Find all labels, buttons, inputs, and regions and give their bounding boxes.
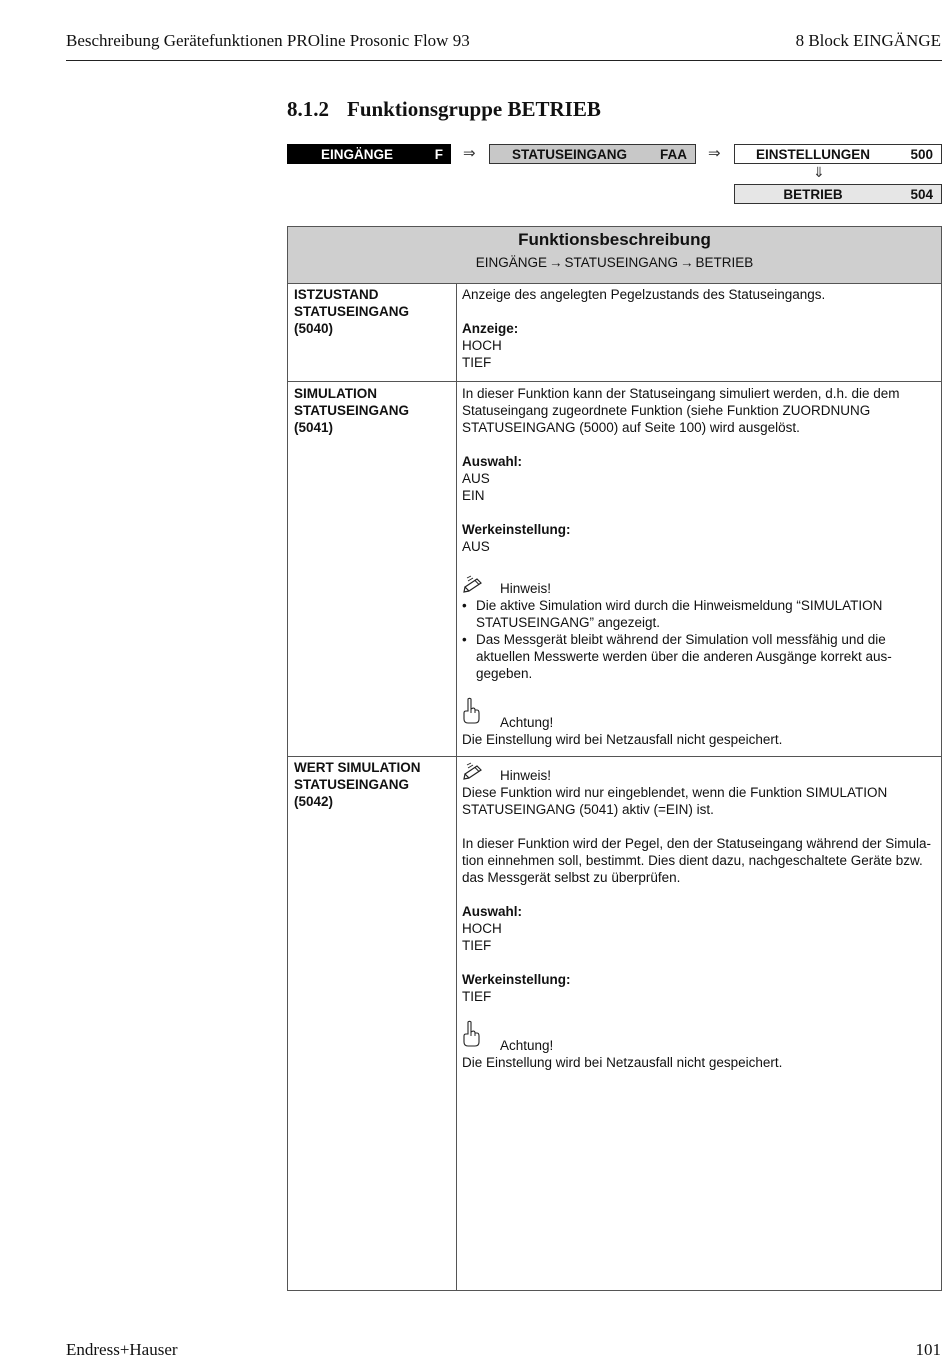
table-header: [288, 227, 941, 284]
nav-block-code: F: [434, 146, 443, 162]
function-name-5042: [294, 759, 454, 810]
warning-label: Achtung!: [500, 715, 554, 730]
running-header-title: Beschreibung Gerätefunktionen PROline Prosonic Flow 93: [66, 31, 470, 50]
nav-group-statuseingang: [489, 144, 696, 164]
choice-option: AUS: [462, 471, 490, 486]
default-value: TIEF: [462, 989, 492, 1004]
choice-option: HOCH: [462, 921, 502, 936]
default-label: Werkeinstellung:: [462, 972, 571, 987]
path-item: EINGÄNGE: [475, 255, 547, 270]
default-label: Werkeinstellung:: [462, 522, 571, 537]
arrow-right-icon: ⇒: [708, 145, 721, 162]
note-text: Diese Funktion wird nur eingeblendet, wenn die Funktion SIMULATION: [462, 785, 888, 800]
pointing-hand-icon: [462, 697, 480, 729]
nav-block-label: EINGÄNGE: [320, 146, 393, 162]
choice-label: Auswahl:: [462, 904, 523, 919]
function-name-line: STATUSEINGANG: [294, 777, 410, 792]
default-value: AUS: [462, 539, 490, 554]
table-path: [288, 255, 941, 270]
running-header-chapter: 8 Block EINGÄNGE: [795, 31, 941, 50]
note-label: Hinweis!: [500, 768, 552, 783]
note-block: [462, 762, 932, 784]
description-text: STATUSEINGANG (5000) auf Seite 100) wird ausgelöst.: [462, 420, 800, 435]
function-name-line: ISTZUSTAND: [294, 287, 379, 302]
pencil-note-icon: [462, 762, 486, 784]
description-text: tion einnehmen soll, bestimmt. Dies dient dazu, nachgeschaltete Geräte bzw.: [462, 853, 923, 868]
warning-block: [462, 699, 932, 731]
choice-option: EIN: [462, 488, 485, 503]
row-divider: [288, 381, 941, 382]
warning-label: Achtung!: [500, 1038, 554, 1053]
description-text: Anzeige des angelegten Pegelzustands des Statuseingangs.: [462, 287, 826, 302]
function-table: [287, 226, 942, 1291]
bullet-line: Die aktive Simulation wird durch die Hinweismeldung “SIMULATION: [476, 598, 883, 613]
nav-operation-label: BETRIEB: [783, 186, 843, 202]
description-text: In dieser Funktion wird der Pegel, den der Statuseingang während der Simula-: [462, 836, 932, 851]
nav-operation-code: 504: [910, 186, 933, 202]
function-code: (5041): [294, 420, 334, 435]
nav-block-eingaenge: [287, 144, 451, 164]
function-name-5040: [294, 286, 454, 337]
section-title: Funktionsgruppe BETRIEB: [347, 97, 601, 121]
description-text: In dieser Funktion kann der Statuseingang simuliert werden, d.h. die dem: [462, 386, 900, 401]
path-arrow-icon: →: [548, 255, 563, 270]
nav-operation: [734, 184, 942, 204]
warning-text: Die Einstellung wird bei Netzausfall nicht gespeichert.: [462, 732, 783, 747]
warning-text: Die Einstellung wird bei Netzausfall nicht gespeichert.: [462, 1055, 783, 1070]
warning-block: [462, 1022, 932, 1054]
path-item: STATUSEINGANG: [564, 255, 678, 270]
function-name-line: STATUSEINGANG: [294, 304, 410, 319]
function-name-line: SIMULATION: [294, 386, 377, 401]
display-value: HOCH: [462, 338, 502, 353]
function-description-5041: [462, 385, 932, 748]
row-divider: [288, 756, 941, 757]
choice-label: Auswahl:: [462, 454, 523, 469]
note-label: Hinweis!: [500, 581, 552, 596]
function-description-5040: [462, 286, 932, 371]
bullet-line: Das Messgerät bleibt während der Simulation voll messfähig und die: [476, 632, 886, 647]
function-name-line: WERT SIMULATION: [294, 760, 421, 775]
bullet-line: gegeben.: [476, 666, 533, 681]
footer-brand: Endress+Hauser: [66, 1340, 178, 1359]
column-divider: [456, 283, 457, 1290]
choice-option: TIEF: [462, 938, 492, 953]
function-code: (5040): [294, 321, 334, 336]
arrow-right-icon: ⇒: [463, 145, 476, 162]
section-heading: [287, 97, 601, 122]
pointing-hand-icon: [462, 1020, 480, 1052]
arrow-down-icon: ⇓: [813, 164, 825, 180]
bullet-line: STATUSEINGANG” angezeigt.: [476, 615, 661, 630]
note-list: [462, 597, 932, 682]
list-item: [462, 597, 932, 631]
list-item: [462, 631, 932, 682]
description-text: das Messgerät selbst zu überprüfen.: [462, 870, 681, 885]
note-block: [462, 575, 932, 597]
display-value: TIEF: [462, 355, 492, 370]
table-title: Funktionsbeschreibung: [518, 230, 711, 249]
nav-group-code: FAA: [660, 146, 687, 162]
section-number: 8.1.2: [287, 97, 329, 121]
function-name-5041: [294, 385, 454, 436]
path-arrow-icon: →: [680, 255, 694, 270]
nav-group-label: STATUSEINGANG: [511, 146, 627, 162]
nav-settings-label: EINSTELLUNGEN: [755, 146, 870, 162]
nav-settings-code: 500: [910, 146, 933, 162]
function-name-line: STATUSEINGANG: [294, 403, 410, 418]
path-item: BETRIEB: [695, 255, 754, 270]
pencil-note-icon: [462, 575, 486, 597]
bullet-line: aktuellen Messwerte werden über die anderen Ausgänge korrekt aus-: [476, 649, 892, 664]
function-description-5042: [462, 759, 932, 1071]
display-label: Anzeige:: [462, 321, 519, 336]
function-code: (5042): [294, 794, 334, 809]
nav-settings: [734, 144, 942, 164]
page-number: 101: [915, 1340, 941, 1359]
note-text: STATUSEINGANG (5041) aktiv (=EIN) ist.: [462, 802, 714, 817]
header-rule: [66, 60, 942, 61]
description-text: Statuseingang zugeordnete Funktion (siehe Funktion ZUORDNUNG: [462, 403, 871, 418]
